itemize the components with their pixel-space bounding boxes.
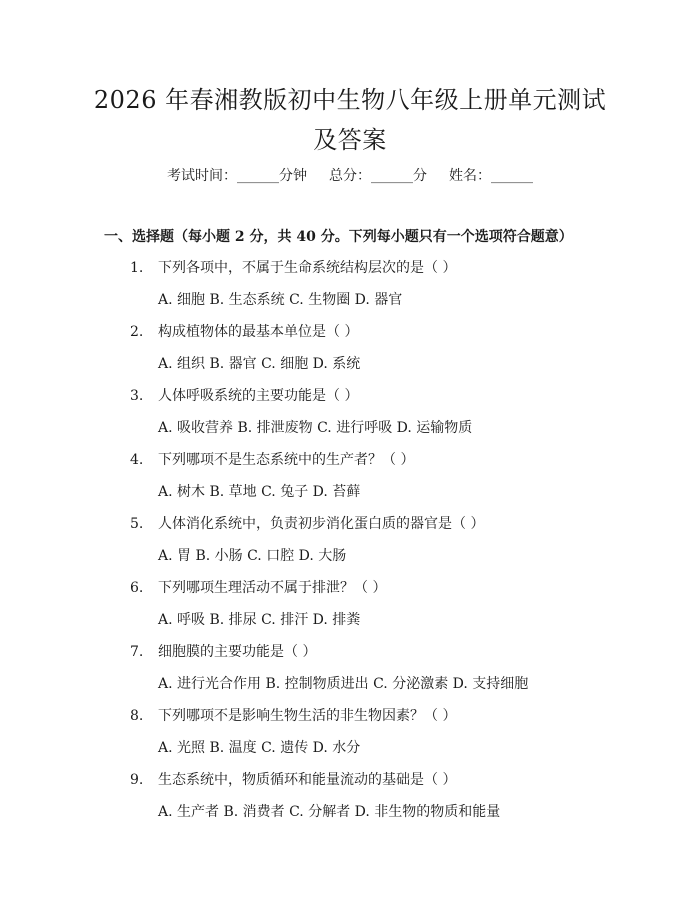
question-item: [0, 386, 700, 450]
exam-time-field: 考试时间：______分钟: [167, 168, 307, 184]
question-number: 4.: [130, 452, 144, 468]
question-stem: 人体消化系统中，负责初步消化蛋白质的器官是（ ）: [158, 516, 485, 532]
question-stem: 下列哪项不是生态系统中的生产者？（ ）: [158, 452, 415, 468]
question-item: [0, 578, 700, 642]
question-number: 6.: [130, 580, 144, 596]
question-item: [0, 450, 700, 514]
page-title: 2026 年春湘教版初中生物八年级上册单元测试及答案: [93, 86, 607, 154]
question-options: A. 组织 B. 器官 C. 细胞 D. 系统: [158, 356, 361, 372]
question-stem: 下列哪项生理活动不属于排泄？（ ）: [158, 580, 387, 596]
question-item: [0, 642, 700, 706]
question-item: [0, 258, 700, 322]
question-options: A. 进行光合作用 B. 控制物质进出 C. 分泌激素 D. 支持细胞: [158, 676, 529, 692]
exam-meta: [0, 166, 700, 186]
question-stem: 细胞膜的主要功能是（ ）: [158, 644, 317, 660]
question-item: [0, 706, 700, 770]
question-options: A. 树木 B. 草地 C. 兔子 D. 苔藓: [158, 484, 361, 500]
question-item: [0, 322, 700, 386]
question-stem: 人体呼吸系统的主要功能是（ ）: [158, 388, 359, 404]
question-item: [0, 770, 700, 834]
question-options: A. 胃 B. 小肠 C. 口腔 D. 大肠: [158, 548, 347, 564]
question-options: A. 生产者 B. 消费者 C. 分解者 D. 非生物的物质和能量: [158, 804, 501, 820]
student-name-field: 姓名：______: [449, 168, 533, 184]
question-stem: 下列各项中，不属于生命系统结构层次的是（ ）: [158, 260, 457, 276]
question-options: A. 吸收营养 B. 排泄废物 C. 进行呼吸 D. 运输物质: [158, 420, 473, 436]
question-number: 8.: [130, 708, 144, 724]
question-list: [0, 258, 700, 834]
question-number: 2.: [130, 324, 144, 340]
question-stem: 下列哪项不是影响生物生活的非生物因素？（ ）: [158, 708, 457, 724]
total-score-field: 总分：______分: [329, 168, 427, 184]
question-options: A. 细胞 B. 生态系统 C. 生物圈 D. 器官: [158, 292, 403, 308]
question-options: A. 呼吸 B. 排尿 C. 排汗 D. 排粪: [158, 612, 361, 628]
question-options: A. 光照 B. 温度 C. 遗传 D. 水分: [158, 740, 361, 756]
section-heading-choice: 一、选择题（每小题 2 分，共 40 分。下列每小题只有一个选项符合题意）: [104, 229, 573, 245]
question-stem: 构成植物体的最基本单位是（ ）: [158, 324, 359, 340]
question-stem: 生态系统中，物质循环和能量流动的基础是（ ）: [158, 772, 457, 788]
question-number: 7.: [130, 644, 144, 660]
question-number: 9.: [130, 772, 144, 788]
question-number: 3.: [130, 388, 144, 404]
question-number: 1.: [130, 260, 144, 276]
question-number: 5.: [130, 516, 144, 532]
question-item: [0, 514, 700, 578]
